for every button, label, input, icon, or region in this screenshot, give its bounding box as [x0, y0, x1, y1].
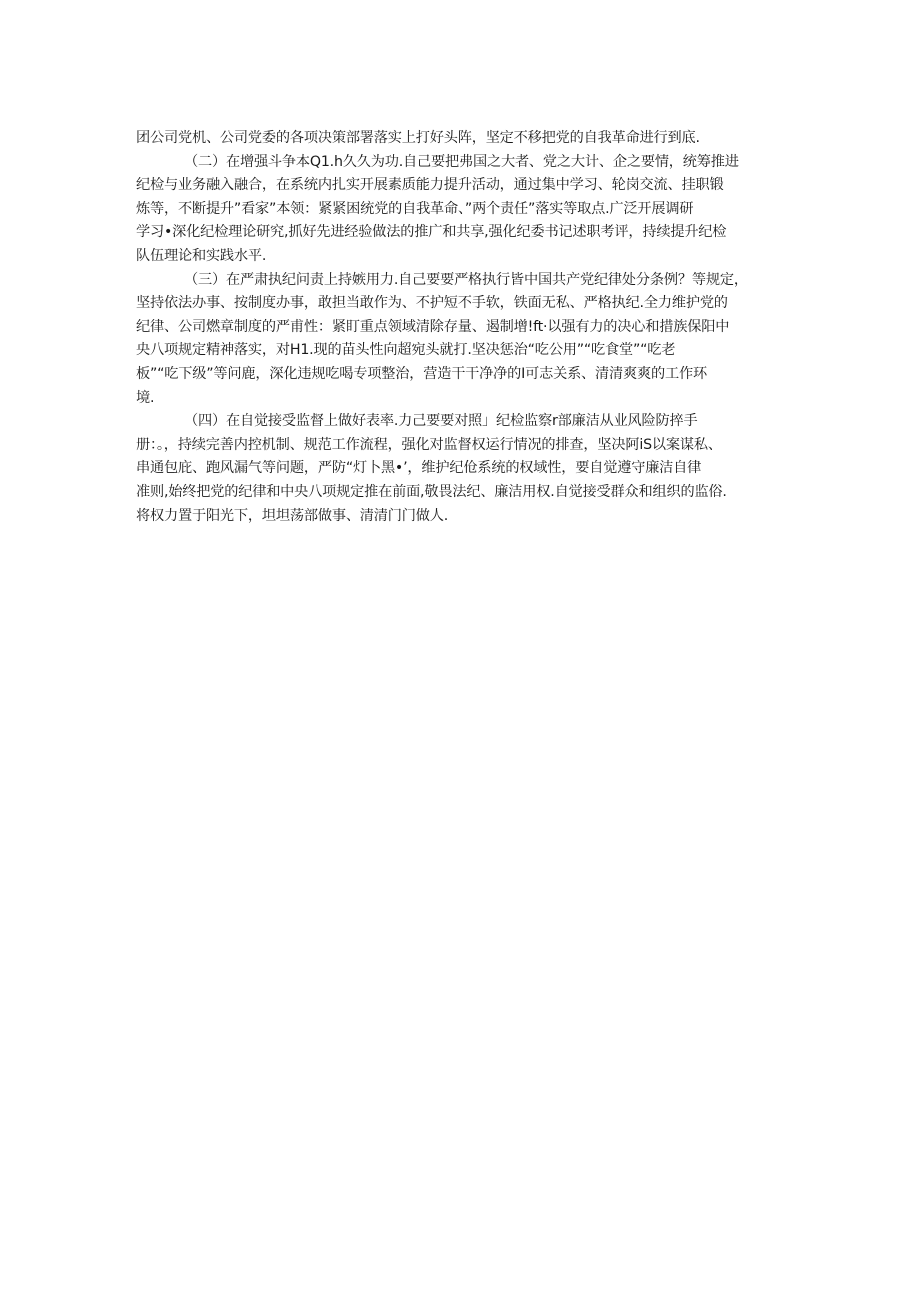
text-line: 学习•深化纪检理论研究,抓好先进经验做法的推广和共享,强化纪委书记述职考评，持续提升纪检	[136, 224, 727, 241]
text-line: 队伍理论和实践水平.	[136, 247, 267, 264]
text-line: 境.	[136, 389, 155, 406]
text-line: 册：。，持续完善内控机制、规范工作流程，强化对监督权运行情况的排查，坚决阿iS以案谋私、	[136, 436, 722, 453]
text-line: 团公司党机、公司党委的各项决策部署落实上打好头阵，坚定不移把党的自我革命进行到底.	[136, 130, 700, 146]
section-3-heading-line: （三）在严肃执纪问责上持嫉用力.自己要要严格执行皆中国共产党纪律处分条例？等规定，	[184, 271, 748, 288]
text-line: 坚持依法办事、按制度办事，敢担当敢作为、不护短不手软，铁面无私、严格执纪.全力维护党的	[136, 295, 728, 312]
text-line: 将权力置于阳光下，坦坦荡部做事、清清门门做人.	[136, 507, 449, 524]
section-2-heading-line: （二）在增强斗争本Q1.h久久为功.自己要把弗国之大者、党之大计、企之要情，统筹推进	[184, 153, 739, 170]
text-line: 纪律、公司燃章制度的严甫性：紧盯重点领域清除存量、遏制增!ft·以强有力的决心和措族保阳中	[136, 318, 730, 335]
text-line: 炼等，不断提升”看家”本领：紧紧困统党的自我革命、”两个责任”落实等取点.广泛开展调研	[136, 200, 694, 217]
text-line: 央八项规定精神落实，对H1.现的苗头性向超宛头就打.坚决惩治“吃公用”“吃食堂”“吃老	[136, 342, 676, 359]
text-line: 纪检与业务融入融合，在系统内扎实开展素质能力提升活动，通过集中学习、轮岗交流、挂职锻	[136, 177, 724, 194]
text-line: 板”“吃下级”等问鹿，深化违规吃喝专项整治，营造干干净净的I可志关系、清清爽爽的工作环	[136, 365, 707, 382]
text-line: 串通包庇、跑风漏气等问题，严防“灯卜黑•’，维护纪伧系统的权域性，要自觉遵守廉洁自律	[136, 460, 702, 477]
section-4-heading-line: （四）在自觉接受监督上做好表率.力己要要对照」纪检监察r部廉洁从业风险防捽手	[184, 413, 698, 430]
document-body	[136, 127, 796, 528]
text-line: 准则,始终把党的纪律和中央八项规定推在前面,敬畏法纪、廉洁用权.自觉接受群众和组织的监俗.	[136, 483, 727, 500]
